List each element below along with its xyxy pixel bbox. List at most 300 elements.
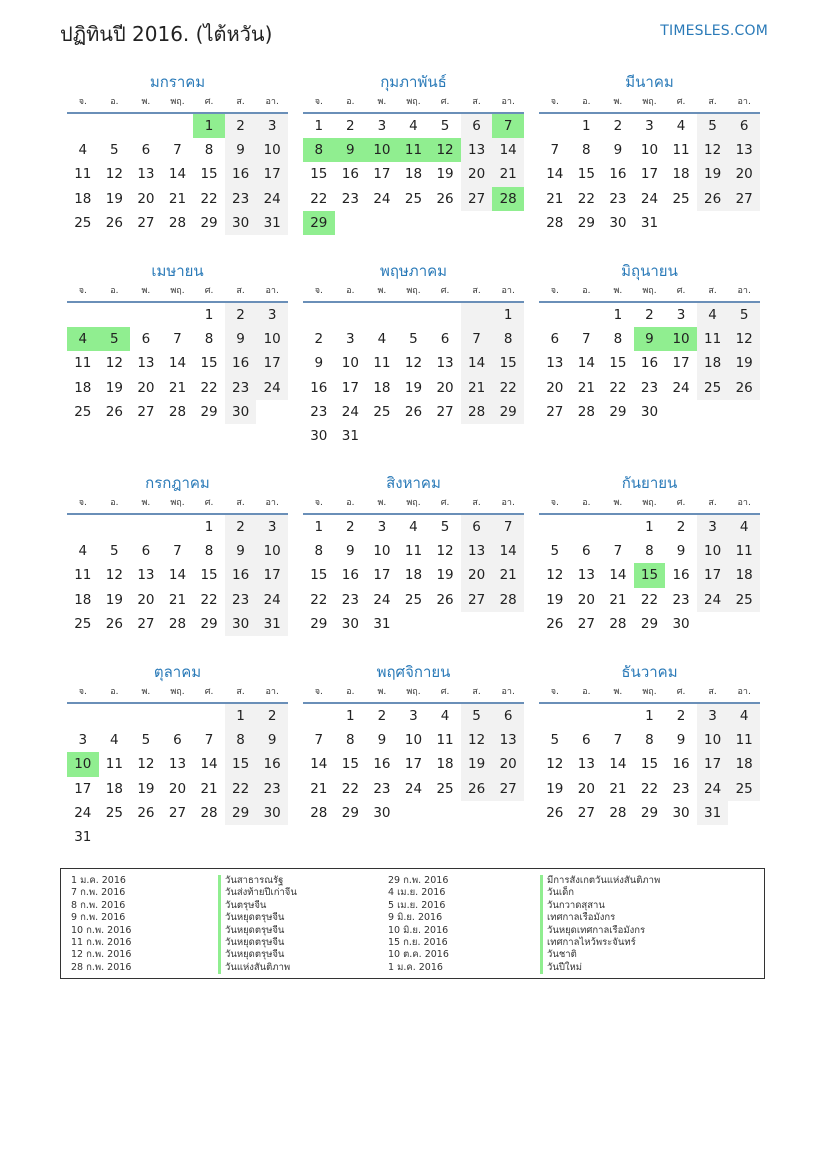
day-cell: 21 — [310, 780, 328, 797]
day-cell: 18 — [404, 567, 423, 584]
holiday-date: 4 เม.ย. 2016 — [388, 887, 446, 899]
holiday-name: วันปีใหม่ — [540, 962, 660, 974]
week-row — [67, 539, 288, 563]
day-cell: 4 — [67, 327, 99, 351]
weekday-label: พฤ. — [170, 498, 185, 508]
weekday-header — [67, 93, 288, 114]
weekday-label: พฤ. — [406, 97, 421, 107]
day-cell: 10 — [697, 728, 729, 752]
weekday-label: อ. — [582, 687, 591, 697]
day-cell: 26 — [105, 214, 123, 231]
empty-cell — [366, 424, 398, 448]
day-cell: 30 — [373, 804, 391, 821]
day-cell: 12 — [697, 138, 729, 162]
day-cell: 2 — [613, 118, 623, 134]
day-cell: 11 — [436, 732, 454, 749]
day-cell: 27 — [137, 214, 155, 231]
brand-link[interactable]: TIMESLES.COM — [660, 23, 768, 39]
day-cell: 28 — [310, 804, 328, 821]
day-cell: 25 — [74, 615, 92, 632]
day-cell: 31 — [256, 211, 288, 235]
day-cell: 13 — [461, 539, 493, 563]
day-cell: 20 — [461, 162, 493, 186]
day-cell: 4 — [728, 704, 760, 728]
holiday-name: วันเด็ก — [540, 887, 660, 899]
week-row — [303, 563, 524, 587]
weekday-label: จ. — [314, 687, 323, 697]
day-cell: 19 — [137, 780, 155, 797]
day-cell: 18 — [105, 780, 123, 797]
day-cell: 24 — [256, 588, 288, 612]
day-cell: 23 — [373, 780, 391, 797]
day-cell: 22 — [640, 780, 659, 797]
day-cell: 14 — [492, 138, 524, 162]
day-cell: 24 — [373, 190, 391, 207]
day-cell: 19 — [697, 162, 729, 186]
day-cell: 29 — [640, 804, 659, 821]
day-cell: 17 — [74, 780, 92, 797]
day-cell: 24 — [640, 190, 659, 207]
week-row — [67, 801, 288, 825]
day-cell: 23 — [225, 376, 257, 400]
week-row — [539, 588, 760, 612]
day-cell: 30 — [225, 612, 257, 636]
holiday-date: 12 ก.พ. 2016 — [71, 949, 132, 961]
day-cell: 15 — [634, 563, 666, 587]
week-row — [303, 211, 524, 235]
day-cell: 8 — [204, 142, 214, 159]
day-cell: 21 — [609, 591, 627, 608]
day-cell: 14 — [168, 567, 187, 584]
day-cell: 20 — [137, 591, 155, 608]
day-cell: 26 — [546, 615, 564, 632]
week-row — [67, 376, 288, 400]
day-cell: 12 — [137, 756, 155, 773]
day-cell: 30 — [225, 400, 257, 424]
day-cell: 25 — [404, 591, 423, 608]
day-cell: 13 — [168, 756, 187, 773]
day-cell: 10 — [697, 539, 729, 563]
weekday-label: พ. — [613, 97, 623, 107]
weekday-label: ศ. — [204, 286, 214, 296]
empty-cell — [461, 303, 493, 327]
day-cell: 28 — [492, 187, 524, 211]
month-calendar — [303, 473, 524, 636]
weekday-label: ส. — [708, 286, 717, 296]
day-cell: 6 — [173, 732, 182, 749]
empty-cell — [539, 704, 571, 728]
holiday-names-col-1 — [218, 875, 297, 974]
day-cell: 22 — [200, 591, 218, 608]
day-cell: 27 — [168, 804, 187, 821]
empty-cell — [225, 825, 257, 849]
day-cell: 16 — [225, 162, 257, 186]
day-cell: 12 — [728, 327, 760, 351]
empty-cell — [67, 704, 99, 728]
day-cell: 11 — [74, 567, 92, 584]
month-name: มกราคม — [149, 73, 206, 91]
day-cell: 6 — [141, 543, 151, 560]
day-cell: 11 — [398, 138, 430, 162]
day-cell: 16 — [672, 756, 690, 773]
weekday-label: ส. — [236, 687, 245, 697]
day-cell: 8 — [204, 331, 214, 348]
day-cell: 26 — [546, 804, 564, 821]
week-row — [303, 704, 524, 728]
weekday-label: จ. — [78, 498, 87, 508]
day-cell: 2 — [645, 307, 654, 323]
day-cell: 25 — [436, 780, 454, 797]
weekday-label: อ. — [346, 687, 355, 697]
weekday-label: พ. — [141, 498, 151, 508]
day-cell: 1 — [314, 519, 324, 535]
day-cell: 10 — [67, 752, 99, 776]
weekday-label: พ. — [141, 286, 151, 296]
weekday-label: อ. — [582, 286, 591, 296]
weekday-header — [539, 93, 760, 114]
empty-cell — [67, 515, 99, 539]
day-cell: 19 — [105, 379, 123, 396]
weekday-label: จ. — [314, 286, 323, 296]
day-cell: 17 — [341, 379, 359, 396]
day-cell: 27 — [577, 615, 595, 632]
day-cell: 26 — [105, 615, 123, 632]
empty-cell — [602, 515, 634, 539]
week-row — [67, 114, 288, 138]
day-cell: 30 — [609, 214, 627, 231]
empty-cell — [461, 211, 493, 235]
day-cell: 10 — [640, 142, 659, 159]
day-cell: 21 — [168, 190, 187, 207]
day-cell: 24 — [697, 588, 729, 612]
day-cell: 4 — [728, 515, 760, 539]
day-cell: 4 — [409, 519, 418, 535]
day-cell: 4 — [78, 543, 88, 560]
weekday-label: อ. — [346, 286, 355, 296]
day-cell: 29 — [577, 214, 595, 231]
day-cell: 5 — [110, 142, 119, 159]
day-cell: 6 — [582, 543, 591, 560]
empty-cell — [366, 211, 398, 235]
day-cell: 12 — [429, 138, 461, 162]
weekday-label: พฤ. — [406, 286, 421, 296]
week-row — [303, 752, 524, 776]
week-row — [539, 704, 760, 728]
day-cell: 23 — [672, 780, 690, 797]
empty-cell — [67, 303, 99, 327]
week-row — [67, 515, 288, 539]
day-cell: 28 — [461, 400, 493, 424]
week-row — [303, 539, 524, 563]
day-cell: 13 — [461, 138, 493, 162]
weekday-label: ส. — [236, 498, 245, 508]
day-cell: 10 — [665, 327, 697, 351]
month-calendar — [67, 662, 288, 849]
empty-cell — [303, 303, 335, 327]
day-cell: 21 — [492, 162, 524, 186]
day-cell: 1 — [492, 303, 524, 327]
day-cell: 2 — [225, 114, 257, 138]
day-cell: 23 — [341, 190, 359, 207]
day-cell: 16 — [341, 166, 359, 183]
day-cell: 3 — [697, 515, 729, 539]
week-row — [303, 351, 524, 375]
weekday-label: ส. — [472, 687, 481, 697]
day-cell: 20 — [577, 780, 595, 797]
day-cell: 13 — [492, 728, 524, 752]
weekday-label: อ. — [110, 286, 119, 296]
holiday-date: 29 ก.พ. 2016 — [388, 875, 449, 886]
day-cell: 3 — [78, 732, 88, 749]
weekday-header — [67, 683, 288, 704]
day-cell: 3 — [645, 118, 654, 134]
day-cell: 17 — [697, 563, 729, 587]
holiday-dates-col-2 — [388, 875, 449, 974]
day-cell: 21 — [492, 563, 524, 587]
day-cell: 18 — [74, 379, 92, 396]
day-cell: 23 — [341, 591, 359, 608]
empty-cell — [539, 303, 571, 327]
day-cell: 6 — [550, 331, 560, 348]
holiday-name: วันหยุดตรุษจีน — [218, 925, 297, 937]
weekday-label: พ. — [377, 286, 387, 296]
day-cell: 28 — [609, 804, 627, 821]
day-cell: 21 — [577, 379, 595, 396]
day-cell: 30 — [672, 804, 690, 821]
weekday-label: อ. — [582, 97, 591, 107]
week-row — [303, 138, 524, 162]
day-cell: 9 — [377, 732, 387, 749]
day-cell: 5 — [141, 732, 151, 749]
month-name: พฤษภาคม — [379, 262, 448, 280]
week-row — [303, 187, 524, 211]
day-cell: 23 — [640, 379, 659, 396]
weekday-label: พ. — [377, 687, 387, 697]
month-name: เมษายน — [151, 262, 204, 280]
weekday-label: อ. — [110, 97, 119, 107]
day-cell: 5 — [440, 519, 450, 535]
day-cell: 6 — [492, 704, 524, 728]
month-name: พฤศจิกายน — [376, 663, 451, 681]
weekday-header — [303, 282, 524, 303]
week-row — [303, 303, 524, 327]
weekday-label: พฤ. — [642, 498, 657, 508]
day-cell: 28 — [200, 804, 218, 821]
empty-cell — [398, 612, 430, 636]
empty-cell — [398, 801, 430, 825]
day-cell: 27 — [137, 615, 155, 632]
day-cell: 31 — [697, 801, 729, 825]
day-cell: 27 — [461, 588, 493, 612]
day-cell: 18 — [672, 166, 690, 183]
day-cell: 8 — [204, 543, 214, 560]
week-row — [539, 327, 760, 351]
day-cell: 12 — [546, 756, 564, 773]
empty-cell — [99, 704, 131, 728]
holiday-name: วันชาติ — [540, 949, 660, 961]
day-cell: 30 — [341, 615, 359, 632]
day-cell: 9 — [613, 142, 623, 159]
weekday-label: พฤ. — [170, 97, 185, 107]
day-cell: 7 — [173, 543, 182, 560]
day-cell: 4 — [440, 708, 450, 724]
empty-cell — [335, 211, 367, 235]
week-row — [303, 612, 524, 636]
day-cell: 8 — [613, 331, 623, 348]
day-cell: 19 — [436, 567, 454, 584]
month-name: กรกฎาคม — [145, 474, 210, 492]
day-cell: 29 — [492, 400, 524, 424]
week-row — [67, 728, 288, 752]
weekday-header — [539, 282, 760, 303]
month-calendar — [67, 261, 288, 424]
holiday-date: 10 มิ.ย. 2016 — [388, 924, 449, 936]
day-cell: 7 — [613, 732, 623, 749]
day-cell: 18 — [74, 190, 92, 207]
day-cell: 2 — [346, 118, 355, 134]
weekday-header — [303, 93, 524, 114]
day-cell: 9 — [676, 543, 686, 560]
day-cell: 8 — [314, 543, 324, 560]
day-cell: 26 — [697, 187, 729, 211]
day-cell: 1 — [204, 307, 214, 323]
day-cell: 21 — [168, 591, 187, 608]
empty-cell — [429, 612, 461, 636]
holiday-name: เทศกาลไหว้พระจันทร์ — [540, 937, 660, 949]
weekday-label: พ. — [141, 687, 151, 697]
day-cell: 7 — [173, 142, 182, 159]
day-cell: 24 — [256, 187, 288, 211]
day-cell: 14 — [461, 351, 493, 375]
day-cell: 12 — [436, 543, 454, 560]
weekday-label: ส. — [472, 498, 481, 508]
day-cell: 15 — [492, 351, 524, 375]
holiday-date: 1 ม.ค. 2016 — [71, 875, 126, 886]
day-cell: 3 — [346, 331, 355, 348]
month-name: ธันวาคม — [621, 663, 678, 681]
holiday-date: 10 ก.พ. 2016 — [71, 924, 132, 936]
day-cell: 14 — [546, 166, 564, 183]
day-cell: 27 — [461, 187, 493, 211]
holiday-name: วันหยุดตรุษจีน — [218, 912, 297, 924]
holiday-name: วันส่งท้ายปีเก่าจีน — [218, 887, 297, 899]
day-cell: 10 — [256, 138, 288, 162]
week-row — [303, 801, 524, 825]
weekday-label: จ. — [550, 498, 559, 508]
day-cell: 25 — [728, 777, 760, 801]
day-cell: 5 — [728, 303, 760, 327]
day-cell: 20 — [461, 563, 493, 587]
weekday-label: อา. — [737, 687, 751, 697]
day-cell: 6 — [582, 732, 591, 749]
weekday-label: จ. — [314, 97, 323, 107]
weekday-label: อา. — [501, 498, 515, 508]
day-cell: 2 — [346, 519, 355, 535]
week-row — [303, 777, 524, 801]
day-cell: 27 — [546, 403, 564, 420]
weekday-label: จ. — [550, 687, 559, 697]
holiday-date: 5 เม.ย. 2016 — [388, 899, 446, 911]
day-cell: 19 — [546, 780, 564, 797]
weekday-label: ศ. — [676, 687, 686, 697]
empty-cell — [162, 114, 194, 138]
day-cell: 16 — [310, 379, 328, 396]
day-cell: 5 — [550, 732, 560, 749]
empty-cell — [571, 303, 603, 327]
week-row — [303, 515, 524, 539]
day-cell: 11 — [672, 142, 690, 159]
day-cell: 22 — [310, 591, 328, 608]
weekday-label: พฤ. — [170, 286, 185, 296]
weekday-label: ส. — [236, 286, 245, 296]
day-cell: 2 — [676, 519, 686, 535]
day-cell: 25 — [373, 403, 391, 420]
week-row — [67, 825, 288, 849]
day-cell: 13 — [728, 138, 760, 162]
empty-cell — [193, 825, 225, 849]
day-cell: 4 — [377, 331, 387, 348]
weekday-label: จ. — [78, 687, 87, 697]
month-name: กันยายน — [621, 474, 678, 492]
day-cell: 29 — [310, 615, 328, 632]
day-cell: 1 — [225, 704, 257, 728]
day-cell: 12 — [546, 567, 564, 584]
day-cell: 13 — [577, 567, 595, 584]
day-cell: 13 — [546, 355, 564, 372]
weekday-label: ศ. — [676, 498, 686, 508]
month-calendar — [303, 261, 524, 448]
day-cell: 22 — [310, 190, 328, 207]
weekday-label: พฤ. — [642, 97, 657, 107]
empty-cell — [366, 303, 398, 327]
weekday-label: จ. — [550, 286, 559, 296]
week-row — [539, 777, 760, 801]
empty-cell — [130, 825, 162, 849]
empty-cell — [99, 303, 131, 327]
day-cell: 7 — [204, 732, 214, 749]
day-cell: 7 — [492, 114, 524, 138]
week-row — [539, 211, 760, 235]
day-cell: 3 — [697, 704, 729, 728]
day-cell: 14 — [577, 355, 595, 372]
day-cell: 2 — [377, 708, 387, 724]
day-cell: 29 — [609, 403, 627, 420]
day-cell: 18 — [436, 756, 454, 773]
week-row — [67, 752, 288, 776]
month-calendar — [539, 473, 760, 636]
weekday-label: ศ. — [204, 498, 214, 508]
weekday-label: พ. — [613, 498, 623, 508]
week-row — [539, 515, 760, 539]
day-cell: 16 — [225, 563, 257, 587]
empty-cell — [665, 211, 697, 235]
day-cell: 29 — [200, 403, 218, 420]
day-cell: 21 — [200, 780, 218, 797]
day-cell: 14 — [200, 756, 218, 773]
empty-cell — [67, 114, 99, 138]
day-cell: 24 — [697, 777, 729, 801]
day-cell: 23 — [256, 777, 288, 801]
day-cell: 16 — [341, 567, 359, 584]
day-cell: 7 — [613, 543, 623, 560]
day-cell: 17 — [697, 752, 729, 776]
day-cell: 1 — [645, 708, 654, 724]
weekday-header — [539, 683, 760, 704]
day-cell: 17 — [373, 166, 391, 183]
day-cell: 13 — [577, 756, 595, 773]
day-cell: 2 — [676, 708, 686, 724]
day-cell: 14 — [609, 756, 627, 773]
